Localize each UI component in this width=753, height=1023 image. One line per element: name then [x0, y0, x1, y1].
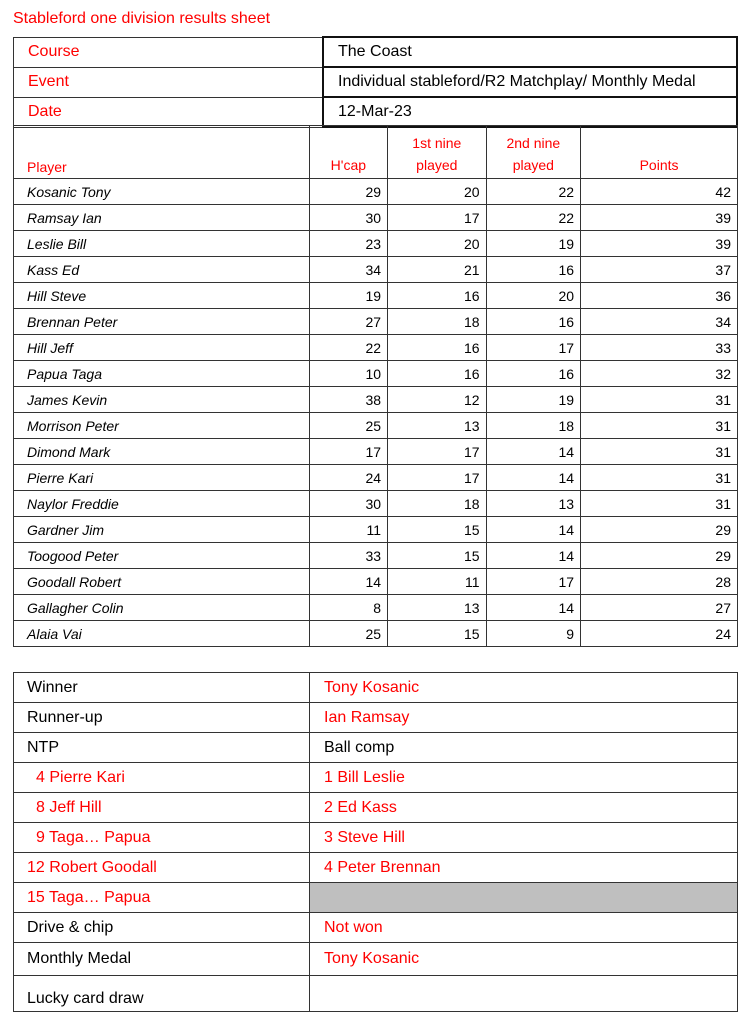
- drive-label: Drive & chip: [14, 913, 310, 943]
- result-row: [14, 595, 738, 621]
- ntp-entry: 15 Taga… Papua: [14, 883, 310, 913]
- runnerup-label: Runner-up: [14, 703, 310, 733]
- monthly-medal-row: [14, 943, 738, 976]
- first-nine-value: 20: [388, 231, 487, 257]
- points-value: 31: [581, 465, 738, 491]
- course-row: [14, 37, 738, 67]
- second-nine-value: 16: [486, 309, 581, 335]
- second-nine-value: 16: [486, 361, 581, 387]
- second-nine-value: 14: [486, 543, 581, 569]
- second-nine-value: 14: [486, 517, 581, 543]
- player-name: Morrison Peter: [14, 413, 310, 439]
- second-nine-value: 14: [486, 465, 581, 491]
- result-row: [14, 231, 738, 257]
- player-name: Dimond Mark: [14, 439, 310, 465]
- drive-chip-row: [14, 913, 738, 943]
- course-value: The Coast: [323, 37, 737, 67]
- header-second-nine: [486, 126, 581, 179]
- winner-row: [14, 673, 738, 703]
- points-value: 31: [581, 387, 738, 413]
- date-value: 12-Mar-23: [323, 97, 737, 127]
- player-name: Alaia Vai: [14, 621, 310, 647]
- header-second-nine-line2: played: [512, 157, 554, 173]
- first-nine-value: 17: [388, 439, 487, 465]
- points-value: 29: [581, 517, 738, 543]
- first-nine-value: 12: [388, 387, 487, 413]
- hcap-value: 10: [309, 361, 387, 387]
- ntp-label: NTP: [14, 733, 310, 763]
- second-nine-value: 16: [486, 257, 581, 283]
- hcap-value: 38: [309, 387, 387, 413]
- prize-row: [14, 853, 738, 883]
- player-name: Gallagher Colin: [14, 595, 310, 621]
- hcap-value: 27: [309, 309, 387, 335]
- date-row: [14, 97, 738, 127]
- ntp-entry: 4 Pierre Kari: [14, 763, 310, 793]
- hcap-value: 30: [309, 491, 387, 517]
- result-row: [14, 335, 738, 361]
- first-nine-value: 20: [388, 179, 487, 205]
- medal-value: Tony Kosanic: [310, 943, 738, 976]
- hcap-value: 22: [309, 335, 387, 361]
- second-nine-value: 20: [486, 283, 581, 309]
- ntp-entry: 12 Robert Goodall: [14, 853, 310, 883]
- points-value: 37: [581, 257, 738, 283]
- ballcomp-label: Ball comp: [310, 733, 738, 763]
- player-name: Leslie Bill: [14, 231, 310, 257]
- player-name: Kass Ed: [14, 257, 310, 283]
- header-points: [581, 126, 738, 179]
- ballcomp-entry: 2 Ed Kass: [310, 793, 738, 823]
- ntp-ballcomp-row: [14, 733, 738, 763]
- header-second-nine-line1: 2nd nine: [506, 135, 561, 151]
- medal-label: Monthly Medal: [14, 943, 310, 976]
- sheet-title: Stableford one division results sheet: [13, 10, 271, 27]
- hcap-value: 29: [309, 179, 387, 205]
- hcap-value: 11: [309, 517, 387, 543]
- second-nine-value: 17: [486, 335, 581, 361]
- header-first-nine-line2: played: [416, 157, 458, 173]
- result-row: [14, 621, 738, 647]
- first-nine-value: 18: [388, 309, 487, 335]
- result-row: [14, 387, 738, 413]
- player-name: Pierre Kari: [14, 465, 310, 491]
- result-row: [14, 517, 738, 543]
- empty-grey-cell: [310, 883, 738, 913]
- runnerup-row: [14, 703, 738, 733]
- result-row: [14, 283, 738, 309]
- second-nine-value: 19: [486, 231, 581, 257]
- second-nine-value: 22: [486, 205, 581, 231]
- first-nine-value: 21: [388, 257, 487, 283]
- runnerup-value: Ian Ramsay: [310, 703, 738, 733]
- second-nine-value: 13: [486, 491, 581, 517]
- lucky-draw-row: [14, 976, 738, 1012]
- result-row: [14, 439, 738, 465]
- ntp-entry: 8 Jeff Hill: [14, 793, 310, 823]
- player-name: Brennan Peter: [14, 309, 310, 335]
- first-nine-value: 18: [388, 491, 487, 517]
- player-name: Kosanic Tony: [14, 179, 310, 205]
- points-value: 33: [581, 335, 738, 361]
- prize-row: [14, 823, 738, 853]
- result-row: [14, 309, 738, 335]
- points-value: 39: [581, 231, 738, 257]
- result-row: [14, 543, 738, 569]
- lucky-value: [310, 976, 738, 1012]
- result-row: [14, 413, 738, 439]
- points-value: 27: [581, 595, 738, 621]
- winner-label: Winner: [14, 673, 310, 703]
- first-nine-value: 11: [388, 569, 487, 595]
- first-nine-value: 17: [388, 465, 487, 491]
- prize-row: [14, 763, 738, 793]
- first-nine-value: 16: [388, 335, 487, 361]
- header-points-text: Points: [639, 157, 679, 173]
- first-nine-value: 15: [388, 543, 487, 569]
- points-value: 42: [581, 179, 738, 205]
- first-nine-value: 15: [388, 621, 487, 647]
- player-name: Gardner Jim: [14, 517, 310, 543]
- header-hcap: [309, 126, 387, 179]
- results-table: [13, 125, 738, 647]
- second-nine-value: 19: [486, 387, 581, 413]
- result-row: [14, 491, 738, 517]
- second-nine-value: 14: [486, 439, 581, 465]
- player-name: Papua Taga: [14, 361, 310, 387]
- player-name: Hill Jeff: [14, 335, 310, 361]
- result-row: [14, 569, 738, 595]
- first-nine-value: 17: [388, 205, 487, 231]
- lucky-label: Lucky card draw: [14, 976, 310, 1012]
- result-row: [14, 205, 738, 231]
- results-header: [14, 126, 738, 179]
- hcap-value: 25: [309, 413, 387, 439]
- awards-table: [13, 672, 738, 1012]
- hcap-value: 30: [309, 205, 387, 231]
- points-value: 39: [581, 205, 738, 231]
- first-nine-value: 13: [388, 595, 487, 621]
- first-nine-value: 16: [388, 361, 487, 387]
- ballcomp-entry: 4 Peter Brennan: [310, 853, 738, 883]
- first-nine-value: 15: [388, 517, 487, 543]
- hcap-value: 19: [309, 283, 387, 309]
- second-nine-value: 9: [486, 621, 581, 647]
- second-nine-value: 18: [486, 413, 581, 439]
- second-nine-value: 14: [486, 595, 581, 621]
- result-row: [14, 465, 738, 491]
- points-value: 31: [581, 439, 738, 465]
- player-name: Goodall Robert: [14, 569, 310, 595]
- hcap-value: 17: [309, 439, 387, 465]
- points-value: 29: [581, 543, 738, 569]
- points-value: 28: [581, 569, 738, 595]
- result-row: [14, 361, 738, 387]
- header-first-nine: [388, 126, 487, 179]
- hcap-value: 14: [309, 569, 387, 595]
- points-value: 34: [581, 309, 738, 335]
- hcap-value: 34: [309, 257, 387, 283]
- header-player: Player: [14, 126, 310, 179]
- player-name: James Kevin: [14, 387, 310, 413]
- ballcomp-entry: 3 Steve Hill: [310, 823, 738, 853]
- second-nine-value: 17: [486, 569, 581, 595]
- hcap-value: 25: [309, 621, 387, 647]
- player-name: Toogood Peter: [14, 543, 310, 569]
- hcap-value: 8: [309, 595, 387, 621]
- hcap-value: 23: [309, 231, 387, 257]
- points-value: 24: [581, 621, 738, 647]
- event-row: [14, 67, 738, 97]
- course-label: Course: [14, 37, 324, 67]
- meta-table: [13, 36, 738, 128]
- ntp-entry: 9 Taga… Papua: [14, 823, 310, 853]
- hcap-value: 24: [309, 465, 387, 491]
- event-value: Individual stableford/R2 Matchplay/ Monthly Medal: [323, 67, 737, 97]
- result-row: [14, 257, 738, 283]
- header-first-nine-line1: 1st nine: [412, 135, 462, 151]
- points-value: 31: [581, 413, 738, 439]
- first-nine-value: 16: [388, 283, 487, 309]
- drive-value: Not won: [310, 913, 738, 943]
- result-row: [14, 179, 738, 205]
- points-value: 31: [581, 491, 738, 517]
- player-name: Hill Steve: [14, 283, 310, 309]
- prize-row: [14, 883, 738, 913]
- prize-row: [14, 793, 738, 823]
- player-name: Ramsay Ian: [14, 205, 310, 231]
- header-hcap-text: H'cap: [330, 157, 367, 173]
- hcap-value: 33: [309, 543, 387, 569]
- second-nine-value: 22: [486, 179, 581, 205]
- date-label: Date: [14, 97, 324, 127]
- points-value: 32: [581, 361, 738, 387]
- points-value: 36: [581, 283, 738, 309]
- winner-value: Tony Kosanic: [310, 673, 738, 703]
- player-name: Naylor Freddie: [14, 491, 310, 517]
- event-label: Event: [14, 67, 324, 97]
- ballcomp-entry: 1 Bill Leslie: [310, 763, 738, 793]
- first-nine-value: 13: [388, 413, 487, 439]
